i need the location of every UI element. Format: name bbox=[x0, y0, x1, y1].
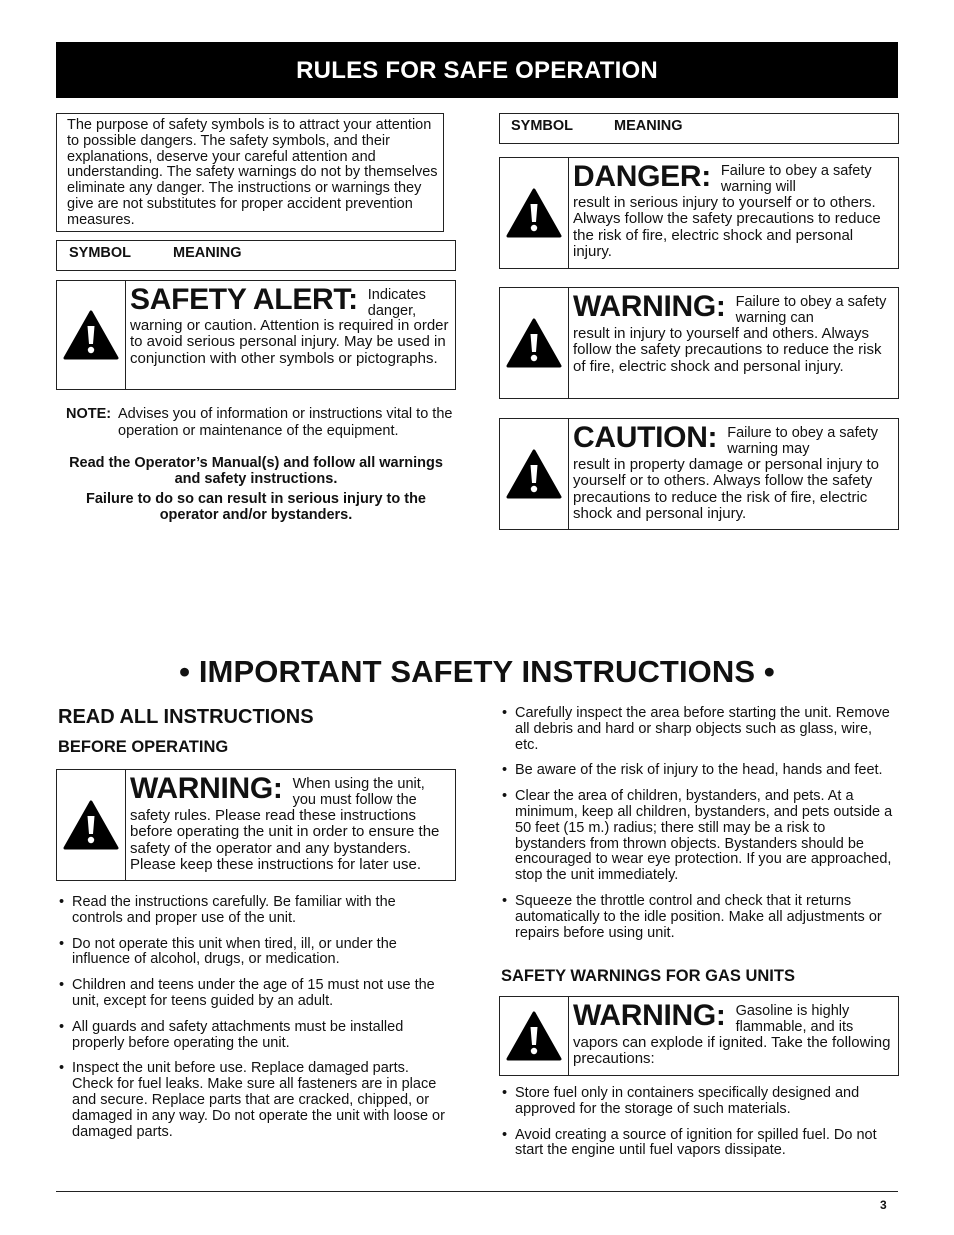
danger-side: Failure to obey a safety warning will bbox=[720, 163, 872, 195]
warning-1-text bbox=[573, 292, 894, 375]
area-inspection-list bbox=[501, 706, 899, 951]
icon-cell bbox=[57, 281, 126, 389]
list-item: • Be aware of the risk of injury to the head, hands and feet. bbox=[501, 763, 899, 779]
warning-box-2 bbox=[56, 769, 456, 881]
meaning-col-label: MEANING bbox=[614, 118, 683, 134]
safety-alert-text bbox=[130, 285, 451, 367]
list-item: • Carefully inspect the area before starting the unit. Remove all debris and hard or sharp objects such as glass, wire, etc. bbox=[501, 706, 899, 753]
safety-alert-side: Indicates danger, bbox=[367, 287, 426, 319]
list-item: • Do not operate this unit when tired, ill, or under the influence of alcohol, drugs, or medication. bbox=[58, 937, 450, 969]
danger-body: result in serious injury to yourself or to others. Always follow the safety precautions to reduce the risk of fire, electric shock and personal injury. bbox=[573, 194, 881, 260]
gas-units-heading: SAFETY WARNINGS FOR GAS UNITS bbox=[501, 967, 795, 985]
list-item: • All guards and safety attachments must be installed properly before operating the unit. bbox=[58, 1020, 450, 1052]
read-manual-text: Read the Operator’s Manual(s) and follow all warnings and safety instructions. bbox=[69, 455, 443, 488]
warning-2-body: safety rules. Please read these instructions before operating the unit in order to ensure the safety of the operator and any bystanders. Please keep these instructions for later use. bbox=[130, 807, 440, 873]
symbol-col-label: SYMBOL bbox=[69, 245, 132, 261]
safety-alert-box bbox=[56, 280, 456, 390]
icon-cell bbox=[500, 288, 569, 398]
list-item: • Avoid creating a source of ignition for spilled fuel. Do not start the engine until fuel vapors dissipate. bbox=[501, 1128, 899, 1160]
warning-triangle-icon bbox=[506, 1011, 562, 1061]
warning-box-3 bbox=[499, 996, 899, 1076]
caution-text bbox=[573, 423, 894, 522]
failure-text: Failure to do so can result in serious injury to the operator and/or bystanders. bbox=[86, 491, 426, 524]
list-item: • Read the instructions carefully. Be familiar with the controls and proper use of the unit. bbox=[58, 895, 450, 927]
safety-alert-title: SAFETY ALERT: bbox=[130, 283, 358, 316]
warning-triangle-icon bbox=[63, 310, 119, 360]
list-item: • Squeeze the throttle control and check that it returns automatically to the idle position. Make all adjustments or repairs before using unit. bbox=[501, 894, 899, 941]
list-item: • Clear the area of children, bystanders, and pets. At a minimum, keep all children, bystanders, and pets outside a 50 feet (15 m.) radius; there still may be a risk to bystanders from thrown objects. Bystanders should be encouraged to wear eye protection. If you are approached, stop the unit immediately. bbox=[501, 789, 899, 884]
warning-triangle-icon bbox=[506, 449, 562, 499]
caution-box bbox=[499, 418, 899, 530]
warning-2-title: WARNING: bbox=[130, 772, 283, 805]
caution-side: Failure to obey a safety warning may bbox=[727, 425, 878, 457]
warning-3-text bbox=[573, 1001, 894, 1068]
icon-cell bbox=[57, 770, 126, 880]
section-banner: RULES FOR SAFE OPERATION bbox=[56, 42, 898, 98]
note-block bbox=[66, 406, 456, 439]
list-item: • Inspect the unit before use. Replace damaged parts. Check for fuel leaks. Make sure all fasteners are in place and secure. Replace parts that are cracked, chipped, or damaged in any way. Do not operate the unit with loose or damaged parts. bbox=[58, 1061, 450, 1140]
warning-1-title: WARNING: bbox=[573, 290, 726, 323]
intro-paragraph: The purpose of safety symbols is to attract your attention to possible dangers. The safety symbols, and their explanations, deserve your careful attention and understanding. The safety warnings do not by themselves eliminate any danger. The instructions or warnings they give are not substitutes for proper accident prevention measures. bbox=[56, 113, 444, 232]
caution-body: result in property damage or personal injury to yourself or to others. Always follow the safety precautions to reduce the risk of fire, electric shock and personal injury. bbox=[573, 456, 879, 522]
page-number: 3 bbox=[880, 1198, 887, 1212]
list-item: • Children and teens under the age of 15 must not use the unit, except for teens guided by an adult. bbox=[58, 978, 450, 1010]
icon-cell bbox=[500, 158, 569, 268]
before-operating-heading: BEFORE OPERATING bbox=[58, 738, 229, 756]
warning-triangle-icon bbox=[63, 800, 119, 850]
warning-triangle-icon bbox=[506, 188, 562, 238]
meaning-col-label: MEANING bbox=[173, 245, 242, 261]
warning-2-text bbox=[130, 774, 451, 873]
note-text: Advises you of information or instructions vital to the operation or maintenance of the equipment. bbox=[118, 406, 453, 439]
read-all-heading: READ ALL INSTRUCTIONS bbox=[58, 706, 314, 728]
before-operating-list bbox=[58, 895, 450, 1150]
safety-alert-body: warning or caution. Attention is required in order to avoid serious personal injury. May be used in conjunction with other symbols or pictographs. bbox=[130, 317, 449, 367]
symbol-header-left bbox=[56, 240, 456, 271]
warning-box-1 bbox=[499, 287, 899, 399]
caution-title: CAUTION: bbox=[573, 421, 718, 454]
footer-rule bbox=[56, 1191, 898, 1192]
gas-precautions-list bbox=[501, 1086, 899, 1169]
icon-cell bbox=[500, 997, 569, 1075]
warning-3-body: vapors can explode if ignited. Take the following precautions: bbox=[573, 1034, 891, 1068]
warning-1-side: Failure to obey a safety warning can bbox=[735, 294, 887, 326]
important-safety-heading: • IMPORTANT SAFETY INSTRUCTIONS • bbox=[179, 654, 775, 689]
warning-1-body: result in injury to yourself and others. Always follow the safety precautions to reduce the risk of fire, electric shock and personal injury. bbox=[573, 325, 882, 375]
warning-3-side: Gasoline is highly flammable, and its bbox=[735, 1003, 854, 1035]
icon-cell bbox=[500, 419, 569, 529]
list-item: • Store fuel only in containers specifically designed and approved for the storage of such materials. bbox=[501, 1086, 899, 1118]
danger-title: DANGER: bbox=[573, 160, 711, 193]
danger-box bbox=[499, 157, 899, 269]
symbol-header-right bbox=[499, 113, 899, 144]
danger-text bbox=[573, 162, 894, 260]
warning-triangle-icon bbox=[506, 318, 562, 368]
note-label: NOTE: bbox=[66, 406, 112, 422]
warning-2-side: When using the unit, you must follow the bbox=[292, 776, 425, 808]
symbol-col-label: SYMBOL bbox=[511, 118, 574, 134]
warning-3-title: WARNING: bbox=[573, 999, 726, 1032]
